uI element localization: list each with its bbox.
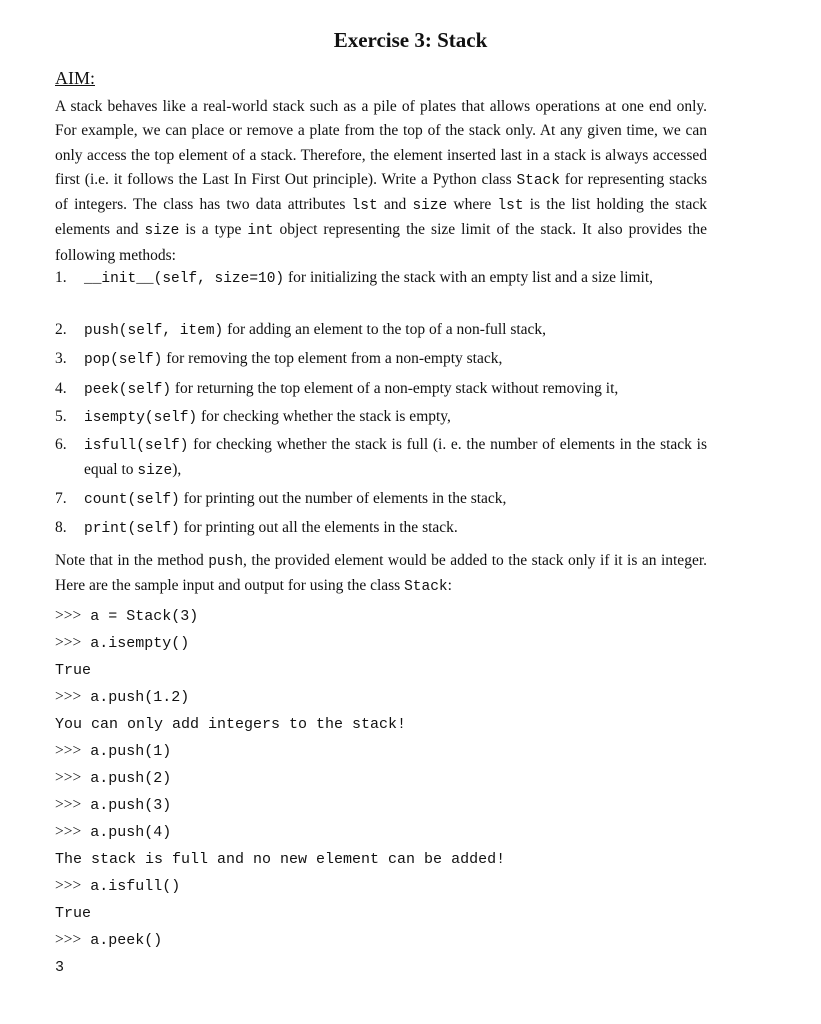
sample-line: >>> a.push(2) — [55, 769, 172, 787]
method-code: count(self) — [84, 492, 180, 508]
method-item: 4. peek(self) for returning the top element of a non-empty stack without removing it, — [55, 380, 619, 398]
sample-line: The stack is full and no new element can be added! — [55, 851, 506, 868]
method-item: 6. isfull(self) for checking whether the stack is full (i. e. the number of elements in the stack is equal to size), — [55, 436, 707, 479]
method-code: isfull(self) — [84, 438, 189, 454]
code-int: int — [247, 223, 274, 240]
code-stack: Stack — [404, 579, 448, 596]
method-code: pop(self) — [84, 352, 163, 368]
sample-line: True — [55, 905, 92, 922]
sample-line: >>> a = Stack(3) — [55, 607, 199, 625]
sample-line: >>> a.isempty() — [55, 634, 190, 652]
note-paragraph: Note that in the method push, the provided element would be added to the stack only if it is an integer. Here are the sample input and output for using the class Stack: — [55, 552, 708, 596]
method-code: peek(self) — [84, 382, 172, 398]
sample-line: >>> a.push(4) — [55, 823, 172, 841]
aim-heading: AIM: — [55, 68, 95, 88]
method-item: 5. isempty(self) for checking whether the stack is empty, — [55, 408, 451, 426]
sample-line: >>> a.push(1) — [55, 742, 172, 760]
method-code: print(self) — [84, 521, 180, 537]
sample-line: True — [55, 662, 92, 679]
code-lst: lst — [351, 198, 378, 215]
sample-line: >>> a.isfull() — [55, 877, 181, 895]
method-item: 2. push(self, item) for adding an element to the top of a non-full stack, — [55, 321, 547, 339]
intro-paragraph: A stack behaves like a real-world stack such as a pile of plates that allows operations at one end only. For example, we can place or remove a plate from the top of the stack only. At any given time, we can only access the top element of a stack. Therefore, the element inserted last in a stack is always accessed first (i.e. it follows the Last In First Out principle). Write a Python class Stack for representing stacks of integers. The class has two data attributes lst and size where lst is the list holding the stack elements and size is a type int object representing the size limit of the stack. It also provides the following methods: — [55, 98, 707, 264]
code-lst: lst — [497, 198, 524, 215]
method-code: push(self, item) — [84, 323, 224, 339]
method-code: isempty(self) — [84, 410, 198, 426]
sample-line: You can only add integers to the stack! — [55, 716, 407, 733]
page-title: Exercise 3: Stack — [333, 28, 488, 52]
method-code: __init__(self, size=10) — [84, 271, 285, 287]
sample-line: >>> a.push(3) — [55, 796, 172, 814]
code-push: push — [208, 554, 244, 570]
code-size: size — [412, 198, 448, 215]
code-size: size — [137, 463, 173, 479]
method-item: 7. count(self) for printing out the number of elements in the stack, — [55, 490, 507, 508]
code-stack: Stack — [516, 172, 560, 189]
sample-line: 3 — [55, 959, 65, 976]
method-item: 3. pop(self) for removing the top element from a non-empty stack, — [55, 350, 503, 368]
method-item: 8. print(self) for printing out all the elements in the stack. — [55, 519, 458, 537]
code-size: size — [144, 223, 180, 240]
method-item: 1. __init__(self, size=10) for initializing the stack with an empty list and a size limit, — [55, 269, 654, 287]
sample-line: >>> a.push(1.2) — [55, 688, 190, 706]
sample-line: >>> a.peek() — [55, 931, 163, 949]
